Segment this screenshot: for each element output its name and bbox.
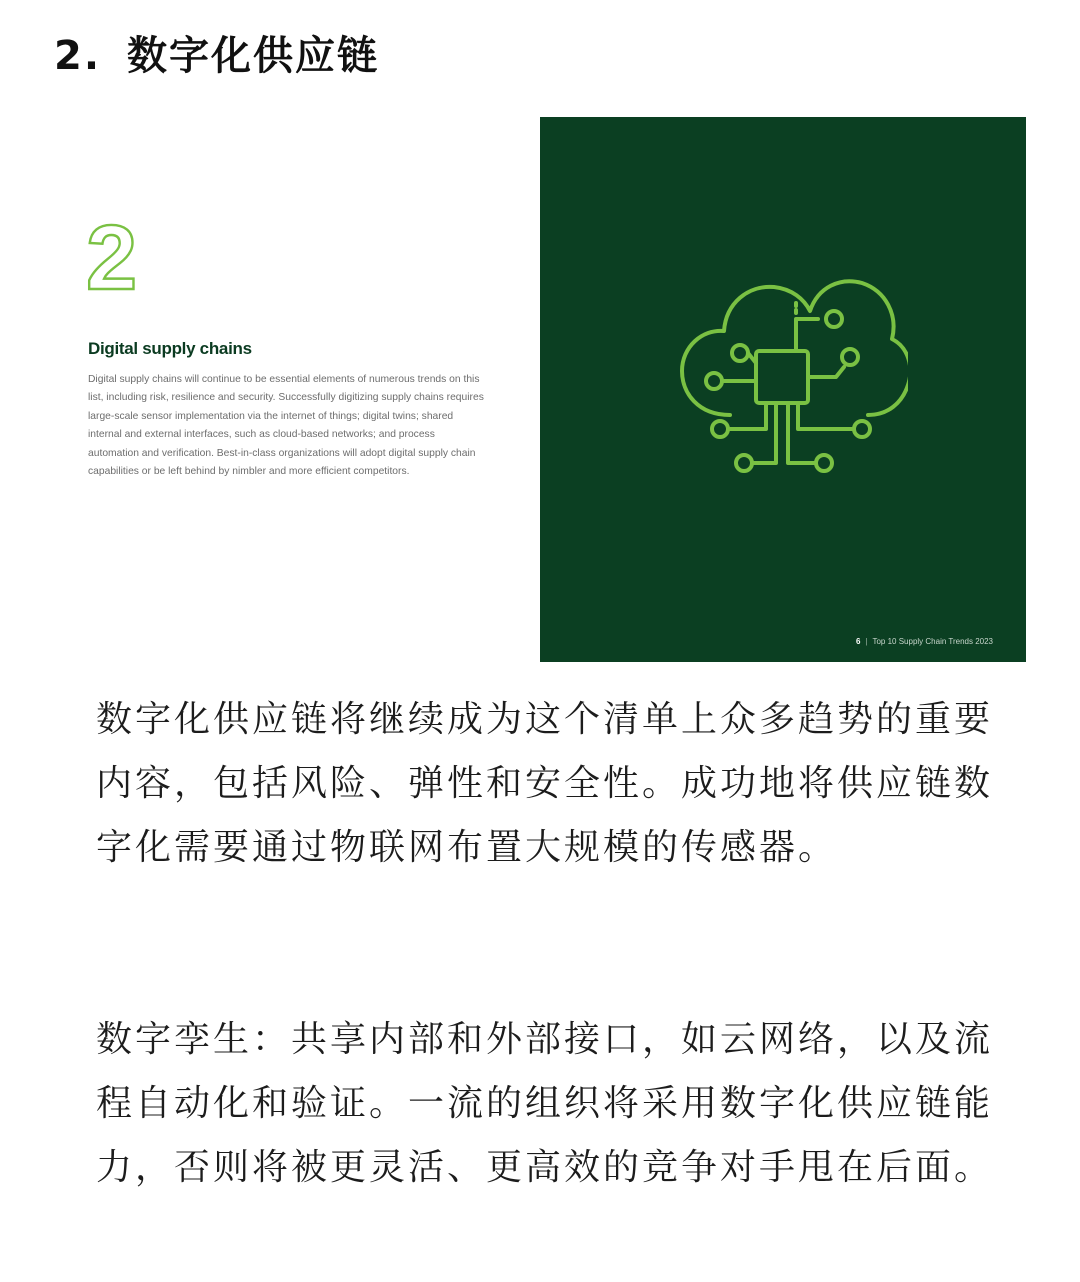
- report-spread-image: [54, 117, 1026, 662]
- report-left-page: [54, 117, 540, 662]
- section-body: Digital supply chains will continue to be essential elements of numerous trends on this list, including risk, resilience and security. Successfully digitizing supply chains requires large-scale sensor implementation via the internet of things; digital twins; shared internal and external interfaces, such as cloud-based networks; and process automation and verification. Best-in-class organizations will adopt digital supply chain capabilities or be left behind by nimbler and more efficient competitors.: [88, 374, 484, 478]
- paragraph-2: 数字孪生：共享内部和外部接口，如云网络，以及流程自动化和验证。一流的组织将采用数字化供应链能力，否则将被更灵活、更高效的竞争对手甩在后面。: [96, 1019, 994, 1188]
- heading-number: 2.: [54, 33, 102, 79]
- paragraph-1: 数字化供应链将继续成为这个清单上众多趋势的重要内容，包括风险、弹性和安全性。成功地将供应链数字化需要通过物联网布置大规模的传感器。: [96, 699, 994, 868]
- svg-text:2: 2: [86, 217, 138, 297]
- footer-separator: |: [865, 637, 868, 646]
- report-footer: [856, 637, 993, 646]
- footer-title: Top 10 Supply Chain Trends 2023: [872, 637, 993, 646]
- cloud-circuit-icon: [668, 275, 908, 505]
- section-heading: [54, 28, 379, 84]
- footer-page-number: 6: [855, 637, 861, 646]
- big-number-two: [86, 217, 144, 297]
- heading-title: 数字化供应链: [127, 33, 380, 79]
- section-title: Digital supply chains: [88, 339, 252, 358]
- report-right-page: [540, 117, 1026, 662]
